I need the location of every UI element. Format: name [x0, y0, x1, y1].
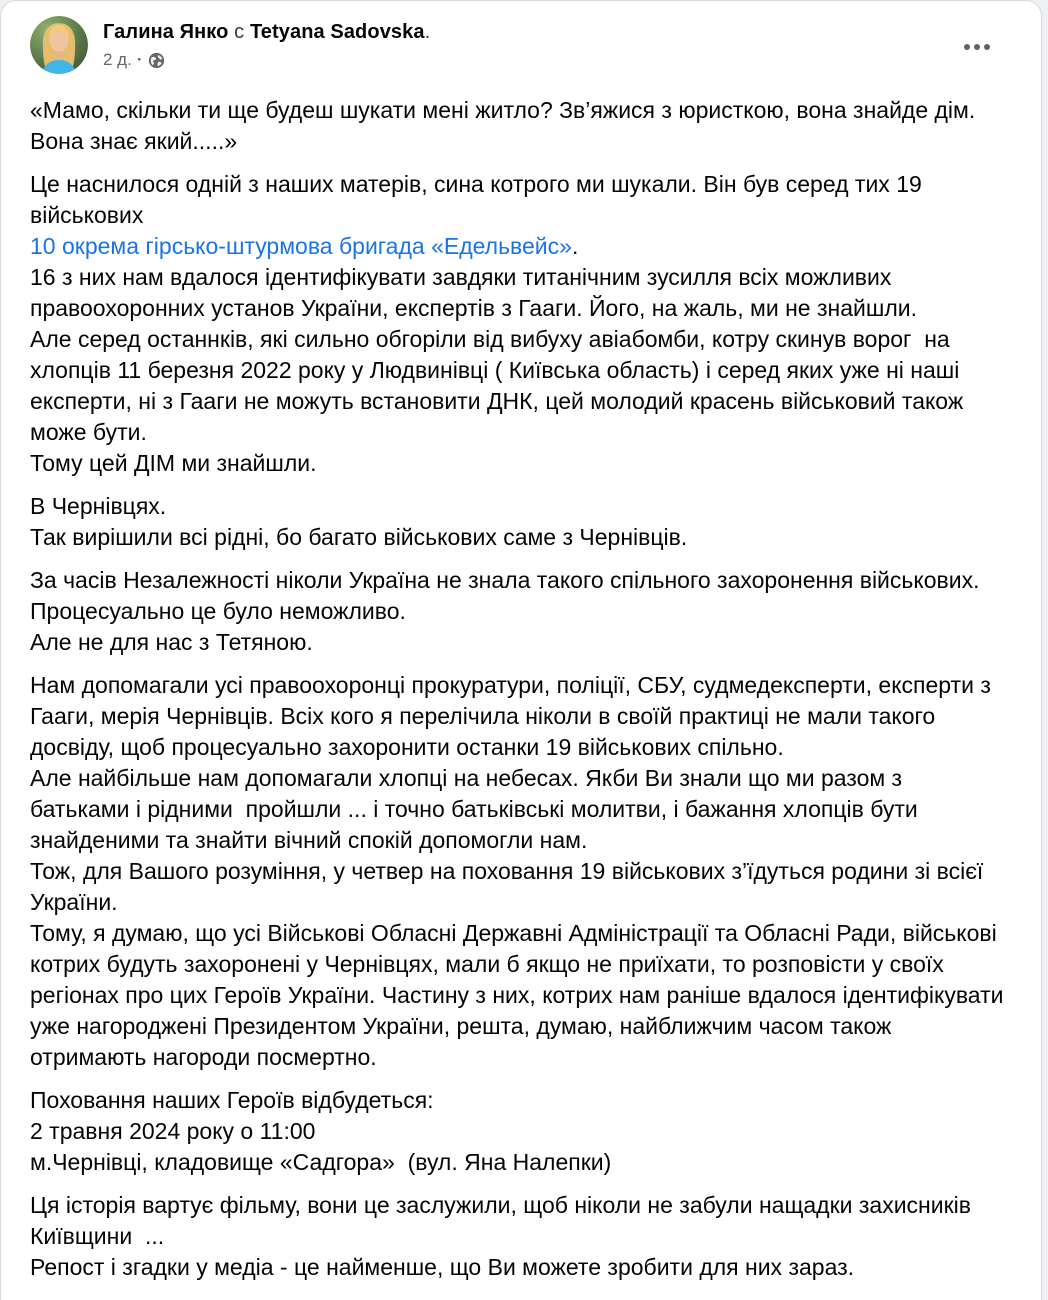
post-text-segment: Тому, я думаю, що усі Військові Обласні Державні Адміністрації та Обласні Ради, військові котрих будуть захоронені у Чернівцях, мали б якщо не приїхати, то розповісти у своїх регіонах про цих Героїв України. Частину з них, котрих нам раніше вдалося ідентифікувати уже нагороджені Президентом України, решта, думаю, найближчим часом також отримають нагороди посмертно.: [30, 920, 1010, 1070]
post-text-segment: 16 з них нам вдалося ідентифікувати завдяки титанічним зусилля всіх можливих правоохоронних установ України, експертів з Гааги. Його, на жаль, ми не знайшли.: [30, 264, 917, 321]
post-text-segment: Але найбільше нам допомагали хлопці на небесах. Якби Ви знали що ми разом з батьками і рідними пройшли ... і точно батьківські молитви, і бажання хлопців бути знайденими та знайти вічний спокій допомогли нам.: [30, 765, 925, 853]
post-paragraph: [30, 670, 1010, 1073]
post-text-segment: В Чернівцях.: [30, 493, 167, 519]
post-text-segment: Нам допомагали усі правоохоронці прокуратури, поліції, СБУ, судмедексперти, експерти з Гааги, мерія Чернівців. Всіх кого я перелічила ніколи в своїй практиці не мали такого досвіду, щоб процесуально захоронити останки 19 військових спільно.: [30, 672, 998, 760]
author-name-link[interactable]: Галина Янко: [103, 21, 229, 43]
post-paragraph: [30, 491, 1005, 553]
post-text: [1, 74, 1041, 1283]
post-text-segment: «Мамо, скільки ти ще будеш шукати мені житло? Зв’яжися з юристкою, вона знайде дім. Вона знає який.....»: [30, 97, 982, 154]
coauthor-name-link[interactable]: Tetyana Sadovska: [249, 21, 425, 43]
byline-suffix: .: [424, 21, 431, 43]
post-paragraph: [30, 1190, 1005, 1283]
ellipsis-icon: [964, 44, 970, 50]
post-text-segment: Але серед останнків, які сильно обгоріли від вибуху авіабомби, котру скинув ворог на хлопців 11 березня 2022 року у Людвинівці ( Київська область) і серед яких уже ні наші експерти, ні з Гааги не можуть встановити ДНК, цей молодий красень військовий також може бути.: [30, 326, 970, 445]
meta-separator: ·: [136, 50, 143, 69]
more-options-button[interactable]: [955, 30, 999, 64]
post-header: [1, 1, 1041, 74]
avatar[interactable]: [30, 16, 88, 74]
header-text: [103, 16, 955, 70]
post-text-segment: Це наснилося одній з наших матерів, сина котрого ми шукали. Він був серед тих 19 військових: [30, 171, 929, 228]
timestamp-link[interactable]: 2 д.: [103, 50, 132, 69]
post-text-segment: Тож, для Вашого розуміння, у четвер на поховання 19 військових з’їдуться родини зі всієї України.: [30, 858, 990, 915]
post-text-segment: Ця історія вартує фільму, вони це заслужили, щоб ніколи не забули нащадки захисників Київщини ...: [30, 1192, 978, 1249]
globe-public-icon: [148, 52, 165, 69]
post-text-segment: Репост і згадки у медіа - це найменше, що Ви можете зробити для них зараз.: [30, 1254, 855, 1280]
post-text-segment: Тому цей ДІМ ми знайшли.: [30, 450, 317, 476]
post-paragraph: [30, 1085, 1005, 1178]
post-text-segment: Поховання наших Героїв відбудеться:: [30, 1087, 434, 1113]
byline-connector: с: [234, 21, 245, 43]
post-text-segment: Але не для нас з Тетяною.: [30, 629, 313, 655]
post-text-segment: .: [571, 233, 579, 259]
post-text-segment: м.Чернівці, кладовище «Садгора» (вул. Яна Налепки): [30, 1149, 612, 1175]
post-meta: [103, 50, 955, 70]
post-byline: [103, 19, 955, 45]
post-paragraph: [30, 565, 1005, 658]
post-text-segment: Процесуально це було неможливо.: [30, 598, 406, 624]
post-text-segment: Так вирішили всі рідні, бо багато військових саме з Чернівців.: [30, 524, 688, 550]
post-paragraph: [30, 95, 1005, 157]
post-link[interactable]: 10 окрема гірсько-штурмова бригада «Едельвейс»: [30, 233, 572, 259]
post-text-segment: За часів Незалежності ніколи Україна не знала такого спільного захоронення військових.: [30, 567, 980, 593]
post-paragraph: [30, 169, 1005, 479]
avatar-image: [30, 16, 88, 74]
post-text-segment: 2 травня 2024 року о 11:00: [30, 1118, 316, 1144]
